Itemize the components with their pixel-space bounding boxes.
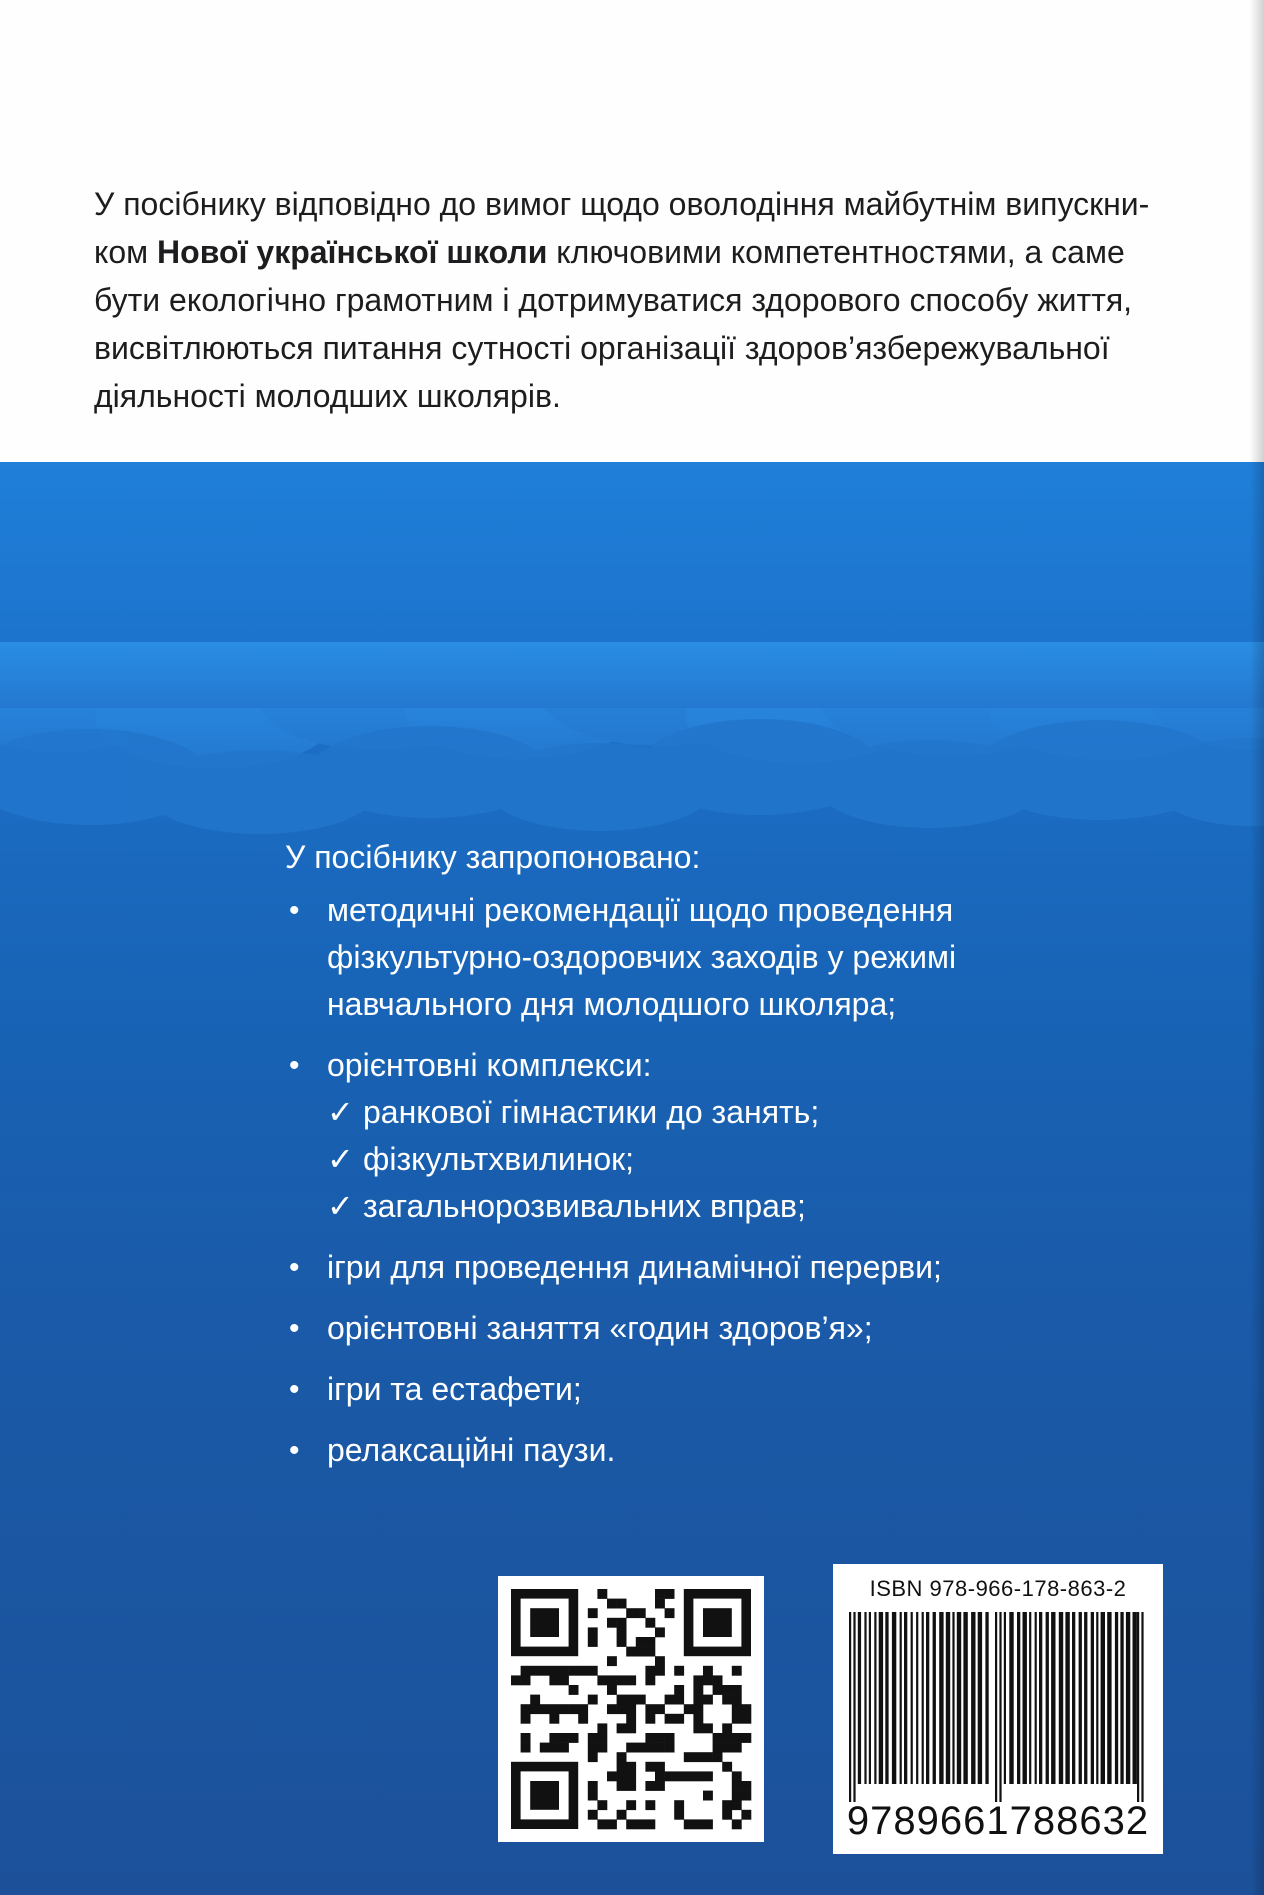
features-heading: У посібнику запропоновано: <box>285 839 701 875</box>
features-list <box>285 887 1085 1474</box>
bullet-icon: • <box>289 894 300 927</box>
bullet-icon: • <box>289 1049 300 1082</box>
feature-text: ігри для проведення динамічної перерви; <box>327 1249 942 1285</box>
sub-item <box>327 1183 1085 1230</box>
bullet-icon: • <box>289 1251 300 1284</box>
feature-text: навчального дня молодшого школяра; <box>327 986 897 1022</box>
bullet-icon: • <box>289 1312 300 1345</box>
features-block <box>285 834 1085 1488</box>
intro-line-2-end: ключовими компетентностями, а саме <box>547 234 1125 270</box>
page-edge-shadow <box>1250 0 1264 1895</box>
intro-line-2-start: ком <box>94 234 158 270</box>
isbn-label: ISBN 978-966-178-863-2 <box>869 1576 1127 1601</box>
sub-item-text: фізкультхвилинок; <box>363 1141 635 1177</box>
feature-item <box>285 1366 1085 1413</box>
checkmark-icon: ✓ <box>327 1094 354 1130</box>
sub-item-text: ранкової гімнастики до занять; <box>363 1094 820 1130</box>
feature-item <box>285 1427 1085 1474</box>
feature-item <box>285 1042 1085 1230</box>
sub-list <box>327 1089 1085 1230</box>
qr-code-graphic <box>498 1576 764 1842</box>
feature-text: ігри та естафети; <box>327 1371 582 1407</box>
qr-code-icon <box>498 1576 764 1842</box>
cloud-band <box>0 462 1264 852</box>
bullet-icon: • <box>289 1373 300 1406</box>
bullet-icon: • <box>289 1434 300 1467</box>
barcode-icon <box>845 1612 1151 1802</box>
feature-text: фізкультурно-оздоровчих заходів у режимі <box>327 939 957 975</box>
intro-line-1: У посібнику відповідно до вимог щодо оволодіння майбутнім випускни- <box>94 186 1150 222</box>
checkmark-icon: ✓ <box>327 1188 354 1224</box>
feature-text: релаксаційні паузи. <box>327 1432 616 1468</box>
feature-text: методичні рекомендації щодо проведення <box>327 892 954 928</box>
intro-paragraph <box>94 180 1206 420</box>
feature-text: орієнтовні заняття «годин здоров’я»; <box>327 1310 873 1346</box>
intro-line-4: висвітлюються питання сутності організації здоров’язбережувальної <box>94 330 1110 366</box>
feature-item <box>285 1244 1085 1291</box>
intro-line-2 <box>94 228 1206 276</box>
isbn-barcode <box>833 1564 1163 1854</box>
sub-item <box>327 1136 1085 1183</box>
feature-text: орієнтовні комплекси: <box>327 1047 652 1083</box>
feature-item <box>285 1305 1085 1352</box>
sub-item <box>327 1089 1085 1136</box>
sub-item-text: загальнорозвивальних вправ; <box>363 1188 806 1224</box>
feature-item <box>285 887 1085 1028</box>
checkmark-icon: ✓ <box>327 1141 354 1177</box>
intro-line-3: бути екологічно грамотним і дотримуватися здорового способу життя, <box>94 282 1133 318</box>
ean-digits: 9789661788632 <box>846 1799 1150 1843</box>
intro-school-name: Нової української школи <box>157 234 548 270</box>
intro-line-5: діяльності молодших школярів. <box>94 378 561 414</box>
